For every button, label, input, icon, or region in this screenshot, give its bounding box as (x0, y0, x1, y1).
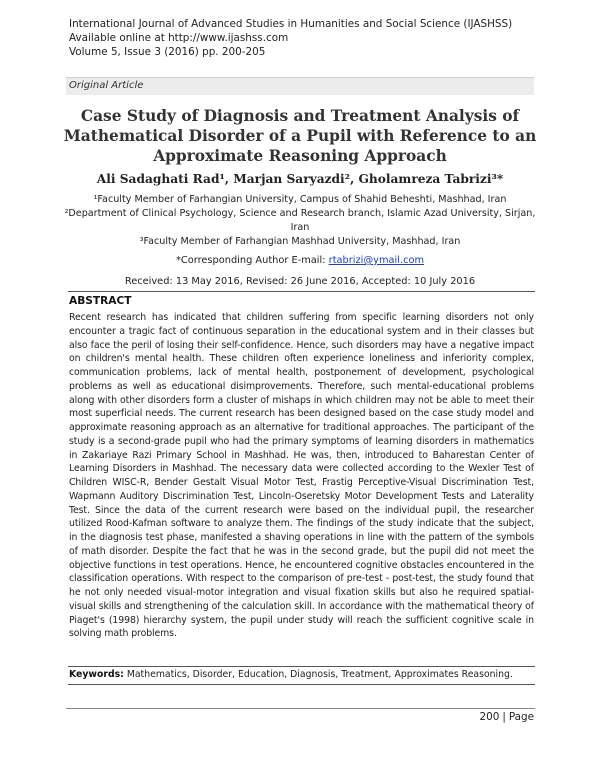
abstract-text: Recent research has indicated that children suffering from specific learning disorders not only encounter a tragic fact of continuous separation in the educational system and in their classes but also face the peril of losing their self-confidence. Hence, such disorders may have a negative impact on children's mental health. These children often experience loneliness and inferiority complex, communication problems, lack of mental health, postponement of development, psychological problems as well as educational disimprovements. Therefore, such mental-educational problems along with other disorders form a cluster of mishaps in which children may not be able to meet their most superficial needs. The current research has been designed based on the case study model and approximate reasoning approach as an alternative for traditional approaches. The participant of the study is a second-grade pupil who had the primary symptoms of learning disorders in mathematics in Zakariaye Razi Primary School in Mashhad. He was, then, introduced to Baharestan Center of Learning Disorders in Mashhad. The necessary data were collected according to the Wexler Test of Children WISC-R, Bender Gestalt Visual Motor Test, Frastig Perceptive-Visual Discrimination Test, Wapmann Auditory Discrimination Test, Lincoln-Oseretsky Motor Development Tests and Laterality Test. Since the data of the current research were based on the individual pupil, the researcher utilized Rood-Kafman software to analyze them. The findings of the study indicate that the subject, in the diagnosis test phase, manifested a shaving operations in line with the pattern of the symbols of math disorder. Despite the fact that he was in the second grade, but the pupil did not meet the objective functions in test operations. Hence, he encountered cognitive obstacles encountered in the classification operations. With respect to the comparison of pre-test - post-test, the study found that he not only needed visual-motor integration and visual fixation skills but also he required spatial-visual skills and strengthening of the calculation skill. In accordance with the mathematical theory of Piaget's (1998) hierarchy system, the pupil under study will reach the sufficient cognitive scale in solving math problems. (69, 312, 534, 640)
affiliation-3: ³Faculty Member of Farhangian Mashhad University, Mashhad, Iran (139, 236, 461, 247)
corresponding-email-link[interactable]: rtabrizi@ymail.com (328, 255, 425, 266)
divider-keywords-bottom (68, 684, 535, 685)
footer-divider (66, 708, 535, 709)
keywords-label: Keywords: (69, 669, 124, 680)
divider-top (68, 291, 535, 292)
page-label: Page (508, 711, 534, 723)
journal-header (69, 17, 539, 60)
divider-keywords-top (68, 666, 535, 667)
corresponding-label: *Corresponding Author E-mail: (175, 255, 326, 266)
article-type-label: Original Article (69, 80, 144, 91)
journal-issue: Volume 5, Issue 3 (2016) pp. 200-205 (69, 46, 266, 59)
corresponding-author (60, 255, 540, 266)
abstract-heading: ABSTRACT (69, 295, 132, 307)
page-separator: | (502, 711, 506, 723)
affiliation-1: ¹Faculty Member of Farhangian University, Campus of Shahid Beheshti, Mashhad, Iran (93, 194, 507, 205)
page-number (479, 711, 534, 723)
page-number-value: 200 (479, 711, 500, 723)
journal-availability: Available online at http://www.ijashss.com (69, 32, 289, 45)
received-dates: Received: 13 May 2016, Revised: 26 June 2016, Accepted: 10 July 2016 (124, 276, 476, 287)
keywords-line (69, 669, 534, 680)
keywords-list: Mathematics, Disorder, Education, Diagnosis, Treatment, Approximates Reasoning. (126, 669, 513, 680)
authors: Ali Sadaghati Rad¹, Marjan Saryazdi², Gholamreza Tabrizi³* (96, 172, 504, 186)
paper-title: Case Study of Diagnosis and Treatment Analysis of Mathematical Disorder of a Pupil with Reference to an Approximate Reasoning Approach (63, 107, 537, 165)
article-type-banner (66, 77, 534, 95)
journal-name: International Journal of Advanced Studies in Humanities and Social Science (IJASHSS) (69, 18, 513, 30)
affiliation-2: ²Department of Clinical Psychology, Science and Research branch, Islamic Azad University, Sirjan, Iran (64, 208, 536, 233)
